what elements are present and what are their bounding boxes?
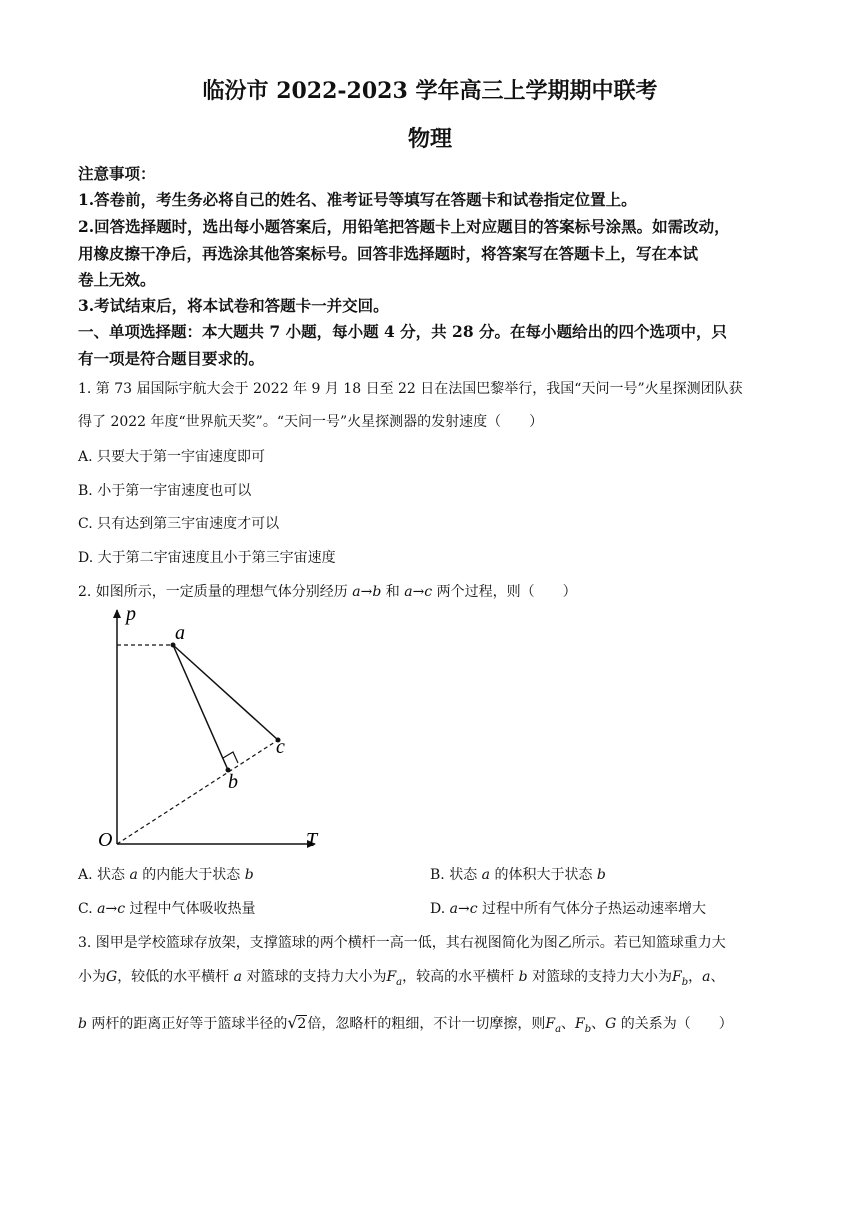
right-angle-mark [223, 752, 238, 763]
notice-item-2-line-2: 用橡皮擦干净后，再选涂其他答案标号。回答非选择题时，将答案写在答题卡上，写在本试 [78, 244, 699, 263]
exam-title: 临汾市 2022-2023 学年高三上学期期中联考 [202, 78, 658, 104]
q2-option-d: D. a→c 过程中所有气体分子热运动速率增大 [430, 901, 707, 917]
q3-stem-line-1: 3. 图甲是学校篮球存放架，支撑篮球的两个横杆一高一低，其右视图简化为图乙所示。若已知篮球重力大 [78, 935, 726, 951]
q1-option-d: D. 大于第二宇宙速度且小于第三宇宙速度 [78, 550, 336, 566]
section-heading-line-2: 有一项是符合题目要求的。 [78, 349, 265, 368]
notice-item-2-line-1: 2.回答选择题时，选出每小题答案后，用铅笔把答题卡上对应题目的答案标号涂黑。如需改动， [78, 217, 730, 236]
section-heading-line-1: 一、单项选择题：本大题共 7 小题，每小题 4 分，共 28 分。在每小题给出的四个选项中，只 [78, 322, 728, 341]
y-axis-label: p [126, 603, 136, 625]
notice-item-3: 3.考试结束后，将本试卷和答题卡一并交回。 [78, 296, 389, 315]
line-ac [173, 645, 278, 740]
sqrt-two: √ 2 [287, 1013, 307, 1032]
q2-stem: 2. 如图所示，一定质量的理想气体分别经历 a→b 和 a→c 两个过程，则（ ） [78, 584, 577, 600]
q2-option-b: B. 状态 a 的体积大于状态 b [430, 867, 606, 883]
line-ab [173, 645, 228, 770]
point-a-label: a [175, 622, 185, 644]
q2-option-c: C. a→c 过程中气体吸收热量 [78, 901, 256, 917]
q3-stem-line-3: b 两杆的距离正好等于篮球半径的 √ 2倍，忽略杆的粗细，不计一切摩擦，则$F_a$、$F_b$、G 的关系为（ ） [78, 1013, 733, 1035]
point-b-label: b [228, 771, 238, 793]
notice-item-2-line-3: 卷上无效。 [78, 270, 156, 289]
q1-stem-line-1: 1. 第 73 届国际宇航大会于 2022 年 9 月 18 日至 22 日在法国巴黎举行，我国“天问一号”火星探测团队获 [78, 381, 743, 397]
q1-stem-line-2: 得了 2022 年度“世界航天奖”。“天问一号”火星探测器的发射速度（ ） [78, 414, 544, 430]
dashed-obc [117, 740, 278, 844]
q2-option-a: A. 状态 a 的内能大于状态 b [78, 867, 254, 883]
point-c-label: c [276, 736, 285, 758]
notice-heading: 注意事项： [78, 164, 156, 183]
x-axis-label: T [306, 829, 318, 851]
notice-item-1: 1.答卷前，考生务必将自己的姓名、准考证号等填写在答题卡和试卷指定位置上。 [78, 190, 637, 209]
origin-label: O [98, 829, 113, 851]
q1-option-b: B. 小于第一宇宙速度也可以 [78, 483, 252, 499]
q3-stem-line-2: 小为G，较低的水平横杆 a 对篮球的支持力大小为$F_a$，较高的水平横杆 b 对篮球的支持力大小为$F_b$，a、 [78, 969, 725, 988]
pt-diagram [90, 600, 340, 860]
subject-title: 物理 [407, 126, 452, 152]
q1-option-a: A. 只要大于第一宇宙速度即可 [78, 449, 266, 465]
q1-option-c: C. 只有达到第三宇宙速度才可以 [78, 516, 280, 532]
